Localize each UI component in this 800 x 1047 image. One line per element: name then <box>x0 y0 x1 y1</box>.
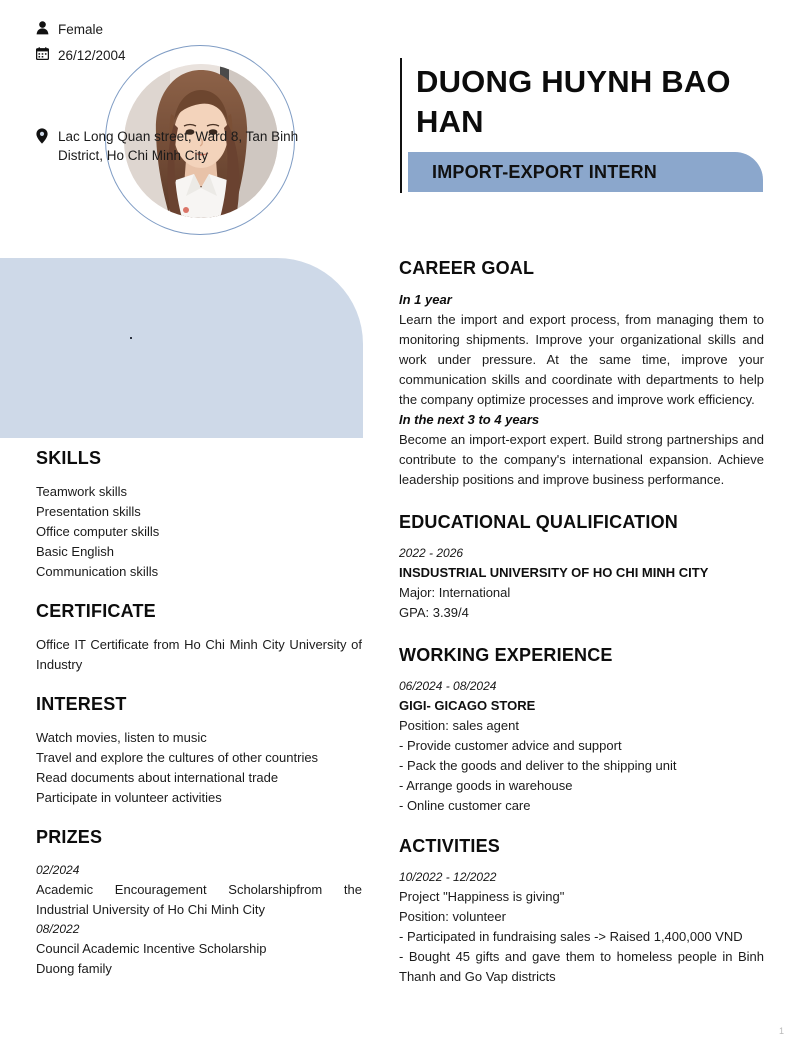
section-interest <box>36 694 362 808</box>
section-education <box>399 512 764 623</box>
name-accent-bar <box>400 58 402 193</box>
calendar-icon <box>36 46 58 60</box>
career-goal-far-text: Become an import-export expert. Build strong partnerships and contribute to the company's international expansion. Achieve leadership positions and improve business performance. <box>399 432 764 487</box>
skill-item: Communication skills <box>36 564 159 579</box>
contact-address-value: Lac Long Quan street, Ward 8, Tan Binh District, Ho Chi Minh City <box>58 129 299 163</box>
working-company: GIGI- GICAGO STORE <box>399 698 536 713</box>
interest-item: Read documents about international trade <box>36 770 279 785</box>
education-gpa: GPA: 3.39/4 <box>399 605 469 620</box>
education-date: 2022 - 2026 <box>399 546 464 560</box>
prize-date: 08/2022 <box>36 922 80 936</box>
skill-item: Presentation skills <box>36 504 141 519</box>
working-bullet: - Provide customer advice and support <box>399 738 622 753</box>
prize-text: Academic Encouragement Scholarshipfrom the Industrial University of Ho Chi Minh City <box>36 882 362 917</box>
interest-item: Travel and explore the cultures of other countries <box>36 750 319 765</box>
activities-bullet: - Participated in fundraising sales -> Raised 1,400,000 VND <box>399 929 743 944</box>
interest-item: Participate in volunteer activities <box>36 790 222 805</box>
working-bullet: - Pack the goods and deliver to the shipping unit <box>399 758 677 773</box>
section-career-goal <box>399 258 764 490</box>
working-date: 06/2024 - 08/2024 <box>399 679 497 693</box>
skill-item: Basic English <box>36 544 115 559</box>
section-prizes <box>36 827 362 979</box>
activities-bullet: - Bought 45 gifts and gave them to homeless people in Binh Thanh and Go Vap districts <box>399 949 764 984</box>
redacted-contact-marker <box>130 337 132 339</box>
contact-gender-row <box>36 20 103 39</box>
section-activities <box>399 836 764 987</box>
map-pin-icon <box>36 127 58 144</box>
prize-text: Council Academic Incentive Scholarship <box>36 941 267 956</box>
prizes-heading: PRIZES <box>36 827 103 847</box>
interest-item: Watch movies, listen to music <box>36 730 207 745</box>
section-certificate <box>36 601 362 675</box>
career-goal-far-label: In the next 3 to 4 years <box>399 412 540 427</box>
activities-heading: ACTIVITIES <box>399 836 501 856</box>
person-icon <box>36 20 58 35</box>
candidate-name: DUONG HUYNH BAO HAN <box>416 64 731 139</box>
page-number: 1 <box>778 1026 784 1036</box>
section-skills <box>36 448 362 582</box>
job-title-text: IMPORT-EXPORT INTERN <box>432 162 658 182</box>
certificate-heading: CERTIFICATE <box>36 601 156 621</box>
page-title <box>416 62 766 142</box>
working-heading: WORKING EXPERIENCE <box>399 645 613 665</box>
job-title-badge <box>408 152 763 192</box>
career-goal-heading: CAREER GOAL <box>399 258 535 278</box>
activities-date: 10/2022 - 12/2022 <box>399 870 497 884</box>
education-heading: EDUCATIONAL QUALIFICATION <box>399 512 678 532</box>
contact-address-row <box>36 127 326 165</box>
working-bullet: - Arrange goods in warehouse <box>399 778 573 793</box>
prize-date: 02/2024 <box>36 863 80 877</box>
skill-item: Teamwork skills <box>36 484 128 499</box>
activities-position: Position: volunteer <box>399 909 506 924</box>
skill-item: Office computer skills <box>36 524 160 539</box>
contact-dob-value: 26/12/2004 <box>58 48 126 63</box>
contact-gender-value: Female <box>58 22 104 37</box>
education-school: INSDUSTRIAL UNIVERSITY OF HO CHI MINH CITY <box>399 565 709 580</box>
right-column <box>399 258 764 987</box>
career-goal-near-label: In 1 year <box>399 292 452 307</box>
contact-dob-row <box>36 46 126 65</box>
career-goal-near-text: Learn the import and export process, from managing them to monitoring shipments. Improve your organizational skills and work under pressure. At the same time, improve your communication skills and coordinate with departments to help the company optimize processes and improve work efficiency. <box>399 312 764 407</box>
skills-heading: SKILLS <box>36 448 102 468</box>
working-position: Position: sales agent <box>399 718 519 733</box>
section-working-experience <box>399 645 764 816</box>
left-column <box>36 448 362 998</box>
certificate-text: Office IT Certificate from Ho Chi Minh City University of Industry <box>36 637 362 672</box>
interest-heading: INTEREST <box>36 694 127 714</box>
prize-text: Duong family <box>36 961 112 976</box>
education-major: Major: International <box>399 585 511 600</box>
working-bullet: - Online customer care <box>399 798 531 813</box>
contact-panel <box>0 258 363 438</box>
activities-project: Project "Happiness is giving" <box>399 889 565 904</box>
